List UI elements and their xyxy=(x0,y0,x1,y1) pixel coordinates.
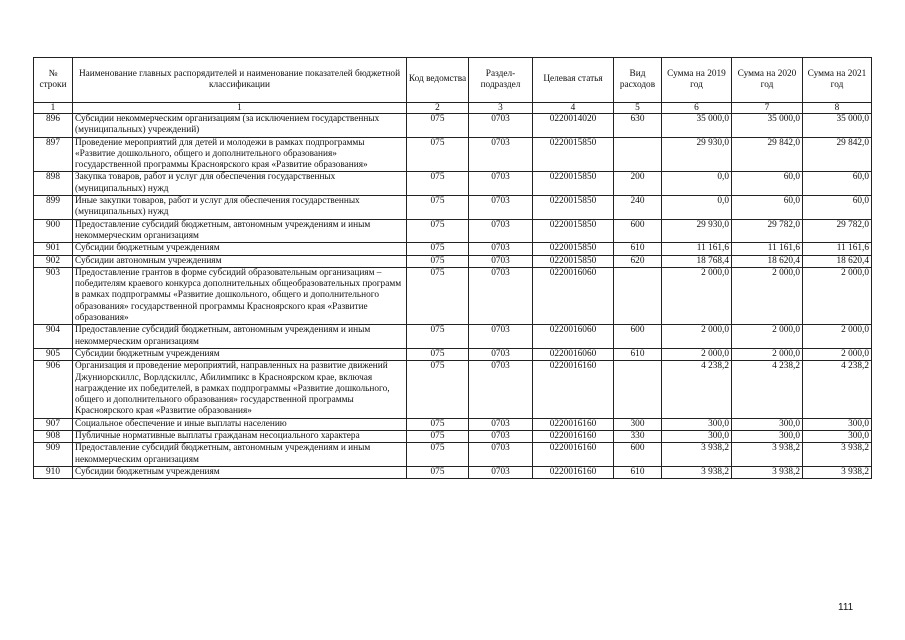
row-code: 075 xyxy=(407,172,469,196)
row-sum-2019: 0,0 xyxy=(662,172,732,196)
row-article: 0220015850 xyxy=(533,243,614,255)
row-type: 200 xyxy=(614,172,662,196)
row-type: 630 xyxy=(614,114,662,138)
row-section: 0703 xyxy=(469,255,533,267)
row-sum-2021: 300,0 xyxy=(803,431,872,443)
table-row xyxy=(34,418,872,430)
row-sum-2021: 60,0 xyxy=(803,172,872,196)
row-sum-2020: 2 000,0 xyxy=(732,267,803,324)
row-name: Социальное обеспечение и иные выплаты населению xyxy=(73,418,407,430)
row-sum-2020: 3 938,2 xyxy=(732,466,803,478)
row-sum-2019: 2 000,0 xyxy=(662,348,732,360)
row-sum-2020: 60,0 xyxy=(732,172,803,196)
row-code: 075 xyxy=(407,443,469,467)
row-code: 075 xyxy=(407,325,469,349)
row-number: 898 xyxy=(34,172,73,196)
row-name: Субсидии бюджетным учреждениям xyxy=(73,466,407,478)
table-row xyxy=(34,255,872,267)
col-header-num: № строки xyxy=(34,58,73,103)
row-number: 900 xyxy=(34,219,73,243)
row-code: 075 xyxy=(407,418,469,430)
row-code: 075 xyxy=(407,466,469,478)
row-number: 902 xyxy=(34,255,73,267)
column-number: 2 xyxy=(407,103,469,114)
row-sum-2020: 35 000,0 xyxy=(732,114,803,138)
row-sum-2019: 4 238,2 xyxy=(662,361,732,418)
row-sum-2019: 11 161,6 xyxy=(662,243,732,255)
row-type: 300 xyxy=(614,418,662,430)
row-name: Предоставление субсидий бюджетным, автономным учреждениям и иным некоммерческим организациям xyxy=(73,219,407,243)
row-section: 0703 xyxy=(469,431,533,443)
row-name: Публичные нормативные выплаты гражданам несоциального характера xyxy=(73,431,407,443)
row-code: 075 xyxy=(407,361,469,418)
row-type: 330 xyxy=(614,431,662,443)
row-sum-2020: 11 161,6 xyxy=(732,243,803,255)
budget-table xyxy=(33,57,872,479)
row-sum-2021: 2 000,0 xyxy=(803,348,872,360)
column-number-row xyxy=(34,103,872,114)
row-sum-2019: 2 000,0 xyxy=(662,267,732,324)
row-sum-2021: 3 938,2 xyxy=(803,443,872,467)
row-sum-2019: 300,0 xyxy=(662,431,732,443)
row-sum-2021: 300,0 xyxy=(803,418,872,430)
row-sum-2021: 60,0 xyxy=(803,196,872,220)
row-code: 075 xyxy=(407,431,469,443)
row-sum-2019: 29 930,0 xyxy=(662,219,732,243)
row-sum-2019: 35 000,0 xyxy=(662,114,732,138)
row-number: 908 xyxy=(34,431,73,443)
row-article: 0220016160 xyxy=(533,361,614,418)
row-section: 0703 xyxy=(469,243,533,255)
row-section: 0703 xyxy=(469,172,533,196)
col-header-section: Раздел-подраздел xyxy=(469,58,533,103)
row-section: 0703 xyxy=(469,219,533,243)
row-sum-2021: 2 000,0 xyxy=(803,325,872,349)
column-number: 5 xyxy=(614,103,662,114)
row-number: 897 xyxy=(34,137,73,172)
row-section: 0703 xyxy=(469,267,533,324)
row-name: Предоставление субсидий бюджетным, автономным учреждениям и иным некоммерческим организациям xyxy=(73,325,407,349)
row-section: 0703 xyxy=(469,348,533,360)
table-row xyxy=(34,219,872,243)
col-header-2020: Сумма на 2020 год xyxy=(732,58,803,103)
row-sum-2021: 35 000,0 xyxy=(803,114,872,138)
row-code: 075 xyxy=(407,196,469,220)
table-row xyxy=(34,243,872,255)
column-number: 8 xyxy=(803,103,872,114)
row-type: 610 xyxy=(614,348,662,360)
row-number: 905 xyxy=(34,348,73,360)
row-sum-2021: 29 842,0 xyxy=(803,137,872,172)
row-name: Иные закупки товаров, работ и услуг для обеспечения государственных (муниципальных) нужд xyxy=(73,196,407,220)
row-section: 0703 xyxy=(469,418,533,430)
row-code: 075 xyxy=(407,114,469,138)
row-article: 0220015850 xyxy=(533,255,614,267)
row-sum-2019: 0,0 xyxy=(662,196,732,220)
table-row xyxy=(34,348,872,360)
row-type xyxy=(614,267,662,324)
row-article: 0220016160 xyxy=(533,443,614,467)
col-header-name: Наименование главных распорядителей и наименование показателей бюджетной классификации xyxy=(73,58,407,103)
table-row xyxy=(34,443,872,467)
row-sum-2020: 2 000,0 xyxy=(732,325,803,349)
row-sum-2019: 18 768,4 xyxy=(662,255,732,267)
table-row xyxy=(34,325,872,349)
table-row xyxy=(34,267,872,324)
row-number: 907 xyxy=(34,418,73,430)
row-name: Предоставление субсидий бюджетным, автономным учреждениям и иным некоммерческим организациям xyxy=(73,443,407,467)
row-article: 0220016160 xyxy=(533,466,614,478)
column-number: 1 xyxy=(34,103,73,114)
row-code: 075 xyxy=(407,243,469,255)
col-header-article: Целевая статья xyxy=(533,58,614,103)
row-article: 0220015850 xyxy=(533,137,614,172)
row-sum-2020: 29 782,0 xyxy=(732,219,803,243)
row-type: 620 xyxy=(614,255,662,267)
row-section: 0703 xyxy=(469,466,533,478)
table-row xyxy=(34,114,872,138)
row-section: 0703 xyxy=(469,443,533,467)
row-type: 240 xyxy=(614,196,662,220)
row-name: Субсидии автономным учреждениям xyxy=(73,255,407,267)
row-type: 610 xyxy=(614,243,662,255)
row-name: Организация и проведение мероприятий, направленных на развитие движений Джуниорскиллс, Ворлдскиллс, Абилимпикс в Красноярском крае, включая награждение их победителей, в рамках подпрограммы «Развитие дошкольного, общего и дополнительного образования» государственной программы Красноярского края «Развитие образования» xyxy=(73,361,407,418)
row-type xyxy=(614,361,662,418)
row-article: 0220016160 xyxy=(533,431,614,443)
row-code: 075 xyxy=(407,255,469,267)
table-row xyxy=(34,172,872,196)
row-section: 0703 xyxy=(469,114,533,138)
row-article: 0220015850 xyxy=(533,196,614,220)
row-article: 0220016160 xyxy=(533,418,614,430)
row-number: 901 xyxy=(34,243,73,255)
row-name: Субсидии бюджетным учреждениям xyxy=(73,348,407,360)
row-sum-2020: 300,0 xyxy=(732,418,803,430)
col-header-2021: Сумма на 2021 год xyxy=(803,58,872,103)
row-name: Субсидии бюджетным учреждениям xyxy=(73,243,407,255)
column-number: 6 xyxy=(662,103,732,114)
row-sum-2020: 60,0 xyxy=(732,196,803,220)
col-header-2019: Сумма на 2019 год xyxy=(662,58,732,103)
row-sum-2021: 11 161,6 xyxy=(803,243,872,255)
page-number: 111 xyxy=(838,602,854,613)
row-article: 0220014020 xyxy=(533,114,614,138)
row-type: 610 xyxy=(614,466,662,478)
row-sum-2020: 29 842,0 xyxy=(732,137,803,172)
table-row xyxy=(34,196,872,220)
column-number: 4 xyxy=(533,103,614,114)
table-row xyxy=(34,466,872,478)
row-number: 904 xyxy=(34,325,73,349)
row-name: Субсидии некоммерческим организациям (за исключением государственных (муниципальных) учреждений) xyxy=(73,114,407,138)
row-section: 0703 xyxy=(469,361,533,418)
row-number: 896 xyxy=(34,114,73,138)
row-name: Закупка товаров, работ и услуг для обеспечения государственных (муниципальных) нужд xyxy=(73,172,407,196)
row-sum-2021: 18 620,4 xyxy=(803,255,872,267)
row-type: 600 xyxy=(614,219,662,243)
row-type: 600 xyxy=(614,443,662,467)
row-sum-2020: 3 938,2 xyxy=(732,443,803,467)
row-article: 0220016060 xyxy=(533,348,614,360)
row-code: 075 xyxy=(407,137,469,172)
row-sum-2020: 18 620,4 xyxy=(732,255,803,267)
row-name: Предоставление грантов в форме субсидий образовательным организациям – победителям краевого конкурса дополнительных общеобразовательных программ в рамках подпрограммы «Развитие дошкольного, общего и дополнительного образования» государственной программы Красноярского края «Развитие образования» xyxy=(73,267,407,324)
row-sum-2020: 300,0 xyxy=(732,431,803,443)
row-name: Проведение мероприятий для детей и молодежи в рамках подпрограммы «Развитие дошкольного, общего и дополнительного образования» государственной программы Красноярского края «Развитие образования» xyxy=(73,137,407,172)
row-type: 600 xyxy=(614,325,662,349)
row-article: 0220016060 xyxy=(533,267,614,324)
row-sum-2019: 29 930,0 xyxy=(662,137,732,172)
row-number: 903 xyxy=(34,267,73,324)
row-number: 910 xyxy=(34,466,73,478)
col-header-type: Вид расходов xyxy=(614,58,662,103)
row-number: 899 xyxy=(34,196,73,220)
row-section: 0703 xyxy=(469,196,533,220)
col-header-code: Код ведомства xyxy=(407,58,469,103)
header-row xyxy=(34,58,872,103)
table-row xyxy=(34,431,872,443)
row-section: 0703 xyxy=(469,325,533,349)
row-article: 0220016060 xyxy=(533,325,614,349)
row-sum-2021: 4 238,2 xyxy=(803,361,872,418)
row-sum-2019: 3 938,2 xyxy=(662,466,732,478)
row-sum-2019: 3 938,2 xyxy=(662,443,732,467)
row-sum-2020: 4 238,2 xyxy=(732,361,803,418)
table-row xyxy=(34,361,872,418)
column-number: 1 xyxy=(73,103,407,114)
row-number: 909 xyxy=(34,443,73,467)
row-sum-2019: 300,0 xyxy=(662,418,732,430)
row-code: 075 xyxy=(407,267,469,324)
row-sum-2019: 2 000,0 xyxy=(662,325,732,349)
row-sum-2021: 29 782,0 xyxy=(803,219,872,243)
row-article: 0220015850 xyxy=(533,172,614,196)
column-number: 3 xyxy=(469,103,533,114)
row-number: 906 xyxy=(34,361,73,418)
row-section: 0703 xyxy=(469,137,533,172)
row-type xyxy=(614,137,662,172)
table-row xyxy=(34,137,872,172)
row-article: 0220015850 xyxy=(533,219,614,243)
row-sum-2020: 2 000,0 xyxy=(732,348,803,360)
row-code: 075 xyxy=(407,348,469,360)
row-code: 075 xyxy=(407,219,469,243)
column-number: 7 xyxy=(732,103,803,114)
row-sum-2021: 2 000,0 xyxy=(803,267,872,324)
row-sum-2021: 3 938,2 xyxy=(803,466,872,478)
